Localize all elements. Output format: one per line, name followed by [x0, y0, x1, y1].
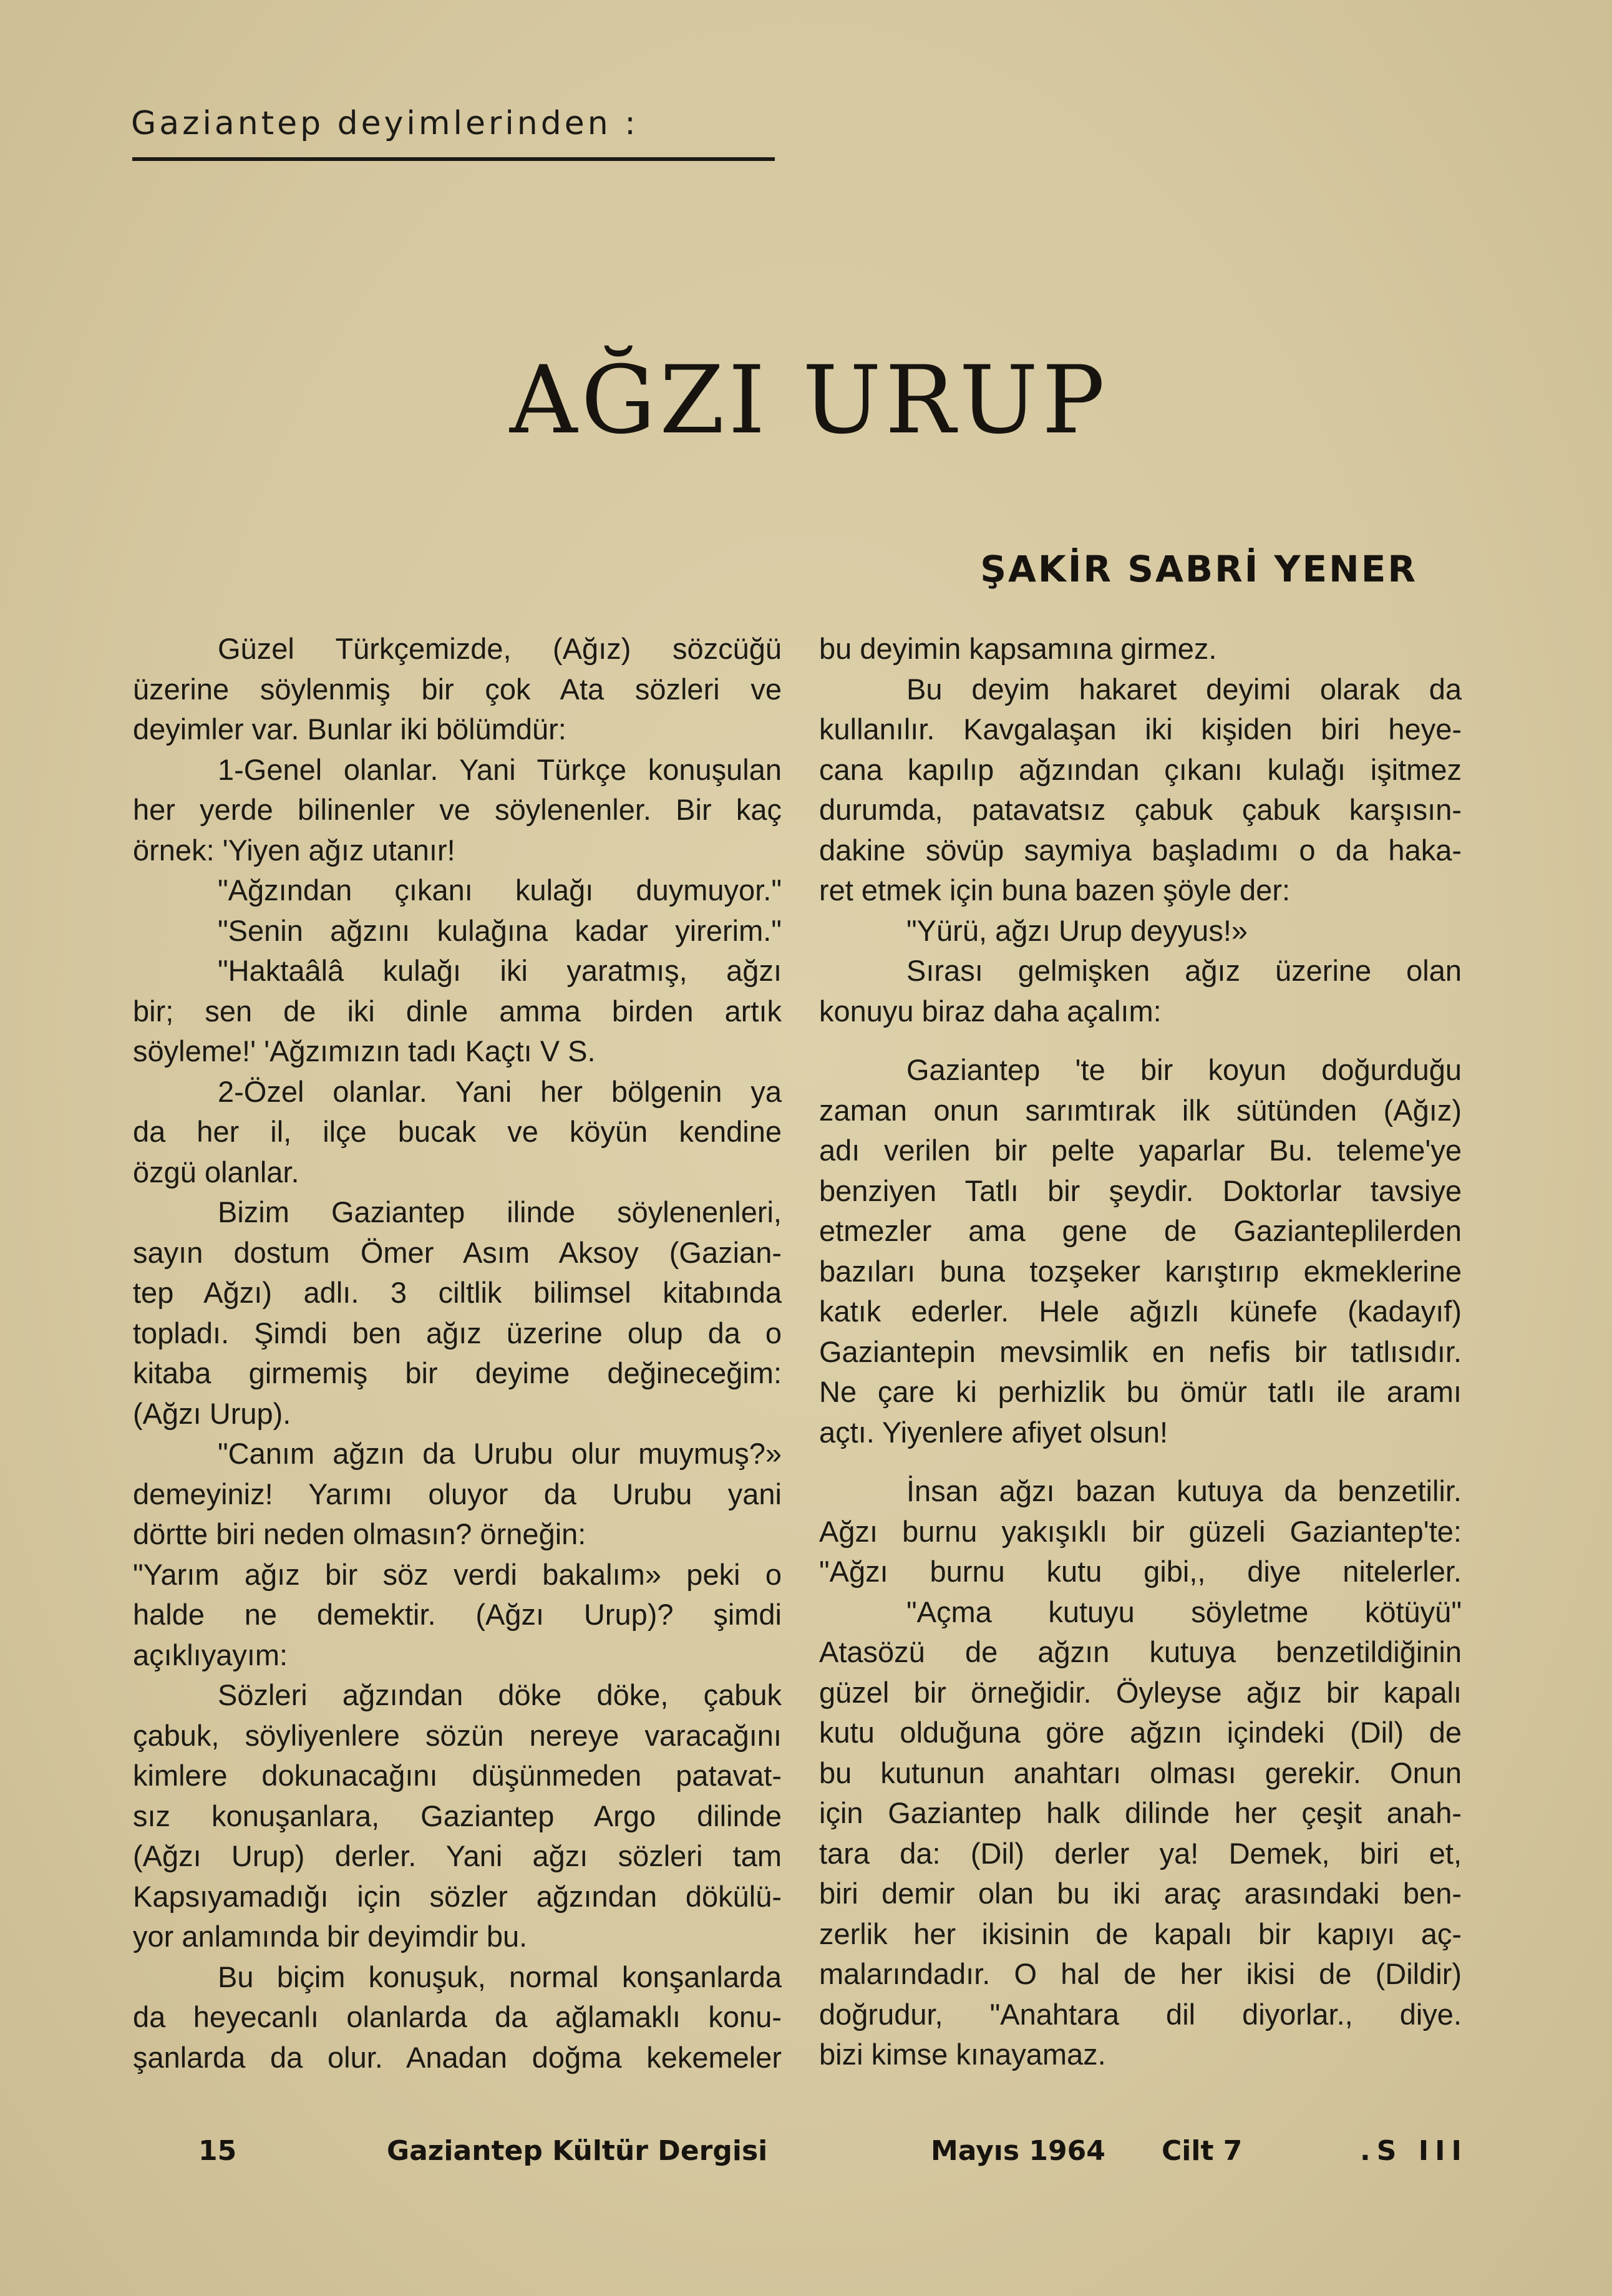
- text-line: bazıları buna tozşeker karıştırıp ekmeklerine: [819, 1254, 1462, 1288]
- text-line: Sözleri ağzından döke döke, çabuk: [218, 1678, 782, 1711]
- text-line: 1-Genel olanlar. Yani Türkçe konuşulan: [218, 752, 782, 786]
- text-line: kutu olduğuna göre ağzın içindeki (Dil) de: [819, 1716, 1462, 1749]
- series-kicker: Gaziantep deyimlerinden :: [131, 105, 639, 142]
- text-line: biri demir olan bu iki araç arasındaki ben-: [819, 1877, 1462, 1910]
- kicker-underline: [132, 157, 775, 161]
- text-line: örnek: 'Yiyen ağız utanır!: [133, 833, 455, 867]
- text-line: Atasözü de ağzın kutuya benzetildiğinin: [819, 1635, 1462, 1668]
- text-line: "Yarım ağız bir söz verdi bakalım» peki o: [133, 1557, 782, 1591]
- text-line: İnsan ağzı bazan kutuya da benzetilir.: [906, 1474, 1462, 1507]
- article-title: AĞZI URUP: [509, 346, 1109, 455]
- text-line: "Ağzından çıkanı kulağı duymuyor.": [218, 873, 782, 907]
- text-line: Gaziantep 'te bir koyun doğurduğu: [906, 1053, 1462, 1086]
- text-line: zerlik her ikisinin de kapalı bir kapıyı aç-: [819, 1917, 1462, 1950]
- text-line: malarındadır. O hal de her ikisi de (Dildir): [819, 1957, 1462, 1990]
- text-line: Ağzı burnu yakışıklı bir güzeli Gaziantep'te:: [819, 1514, 1462, 1548]
- footer-page-number: 15: [198, 2135, 237, 2167]
- text-line: "Yürü, ağzı Urup deyyus!»: [906, 913, 1248, 947]
- text-line: "Haktaâlâ kulağı iki yaratmış, ağzı: [218, 954, 782, 987]
- paragraph-gap: [819, 1031, 1462, 1050]
- text-line: da her il, ilçe bucak ve köyün kendine: [133, 1115, 782, 1148]
- text-line: demeyiniz! Yarımı oluyor da Urubu yani: [133, 1477, 782, 1510]
- text-line: her yerde bilinenler ve söylenenler. Bir kaç: [133, 793, 782, 826]
- text-line: konuyu biraz daha açalım:: [819, 994, 1162, 1028]
- left-column: [133, 629, 782, 2078]
- footer-issue: .S III: [1360, 2135, 1468, 2167]
- text-line: "Canım ağzın da Urubu olur muymuş?»: [218, 1437, 782, 1470]
- paragraph-gap: [819, 1452, 1462, 1471]
- text-line: kitaba girmemiş bir deyime değineceğim:: [133, 1356, 782, 1389]
- text-line: söyleme!' 'Ağzımızın tadı Kaçtı V S.: [133, 1034, 596, 1068]
- text-line: halde ne demektir. (Ağzı Urup)? şimdi: [133, 1598, 782, 1631]
- text-line: doğrudur, "Anahtara dil diyorlar., diye.: [819, 1997, 1462, 2031]
- text-line: bu kutunun anahtarı olması gerekir. Onun: [819, 1756, 1462, 1789]
- text-line: Ne çare ki perhizlik bu ömür tatlı ile aramı: [819, 1375, 1462, 1408]
- text-line: sayın dostum Ömer Asım Aksoy (Gazian-: [133, 1235, 782, 1269]
- text-line: Bu deyim hakaret deyimi olarak da: [906, 672, 1462, 706]
- footer-date: Mayıs 1964: [931, 2135, 1105, 2167]
- text-line: Güzel Türkçemizde, (Ağız) sözcüğü: [218, 632, 782, 665]
- text-line: katık ederler. Hele ağızlı künefe (kadayıf): [819, 1295, 1462, 1328]
- text-line: topladı. Şimdi ben ağız üzerine olup da o: [133, 1316, 782, 1350]
- text-line: adı verilen bir pelte yaparlar Bu. teleme'ye: [819, 1134, 1462, 1167]
- text-line: sız konuşanlara, Gaziantep Argo dilinde: [133, 1799, 782, 1832]
- text-line: dörtte biri neden olmasın? örneğin:: [133, 1517, 586, 1550]
- right-column: [819, 629, 1462, 2075]
- text-line: özgü olanlar.: [133, 1155, 299, 1189]
- text-line: dakine sövüp saymiya başladımı o da haka-: [819, 833, 1462, 867]
- text-line: kullanılır. Kavgalaşan iki kişiden biri heye-: [819, 713, 1462, 746]
- text-line: Bizim Gaziantep ilinde söylenenleri,: [218, 1195, 782, 1228]
- text-line: bu deyimin kapsamına girmez.: [819, 632, 1217, 665]
- footer-volume: Cilt 7: [1162, 2135, 1243, 2167]
- text-line: (Ağzı Urup) derler. Yani ağzı sözleri tam: [133, 1839, 782, 1872]
- text-line: cana kapılıp ağzından çıkanı kulağı işitmez: [819, 752, 1462, 786]
- text-line: güzel bir örneğidir. Öyleyse ağız bir kapalı: [819, 1675, 1462, 1709]
- text-line: Gaziantepin mevsimlik en nefis bir tatlısıdır.: [819, 1335, 1462, 1368]
- text-line: ret etmek için buna bazen şöyle der:: [819, 873, 1291, 907]
- text-line: zaman onun sarımtırak ilk sütünden (Ağız): [819, 1093, 1462, 1127]
- text-line: bir; sen de iki dinle amma birden artık: [133, 994, 782, 1028]
- text-line: benziyen Tatlı bir şeydir. Doktorlar tavsiye: [819, 1174, 1462, 1207]
- text-line: şanlarda da olur. Anadan doğma kekemeler: [133, 2040, 782, 2074]
- text-line: "Senin ağzını kulağına kadar yirerim.": [218, 913, 782, 947]
- text-line: için Gaziantep halk dilinde her çeşit anah-: [819, 1796, 1462, 1829]
- text-line: üzerine söylenmiş bir çok Ata sözleri ve: [133, 672, 782, 706]
- text-line: bizi kimse kınayamaz.: [819, 2038, 1106, 2071]
- text-line: durumda, patavatsız çabuk çabuk karşısın-: [819, 793, 1462, 826]
- text-line: etmezler ama gene de Gazianteplilerden: [819, 1214, 1462, 1247]
- text-line: deyimler var. Bunlar iki bölümdür:: [133, 713, 566, 746]
- text-line: (Ağzı Urup).: [133, 1396, 291, 1430]
- text-line: tara da: (Dil) derler ya! Demek, biri et,: [819, 1836, 1462, 1870]
- text-line: açtı. Yiyenlere afiyet olsun!: [819, 1415, 1168, 1449]
- text-line: yor anlamında bir deyimdir bu.: [133, 1920, 528, 1953]
- text-line: kimlere dokunacağını düşünmeden patavat-: [133, 1759, 782, 1792]
- text-line: tep Ağzı) adlı. 3 ciltlik bilimsel kitabında: [133, 1276, 782, 1309]
- text-line: Bu biçim konuşuk, normal konşanlarda: [218, 1960, 782, 1993]
- text-line: Kapsıyamadığı için sözler ağzından dökülü-: [133, 1879, 782, 1913]
- text-line: 2-Özel olanlar. Yani her bölgenin ya: [218, 1074, 782, 1108]
- author-name: ŞAKİR SABRİ YENER: [980, 548, 1417, 590]
- text-line: çabuk, söyliyenlere sözün nereye varacağını: [133, 1718, 782, 1752]
- text-line: "Açma kutuyu söyletme kötüyü": [906, 1595, 1462, 1628]
- footer-magazine-name: Gaziantep Kültür Dergisi: [387, 2135, 768, 2167]
- text-line: da heyecanlı olanlarda da ağlamaklı konu-: [133, 2000, 782, 2033]
- text-line: Sırası gelmişken ağız üzerine olan: [906, 954, 1462, 987]
- text-line: "Ağzı burnu kutu gibi,, diye nitelerler.: [819, 1555, 1462, 1588]
- text-line: açıklıyayım:: [133, 1638, 288, 1671]
